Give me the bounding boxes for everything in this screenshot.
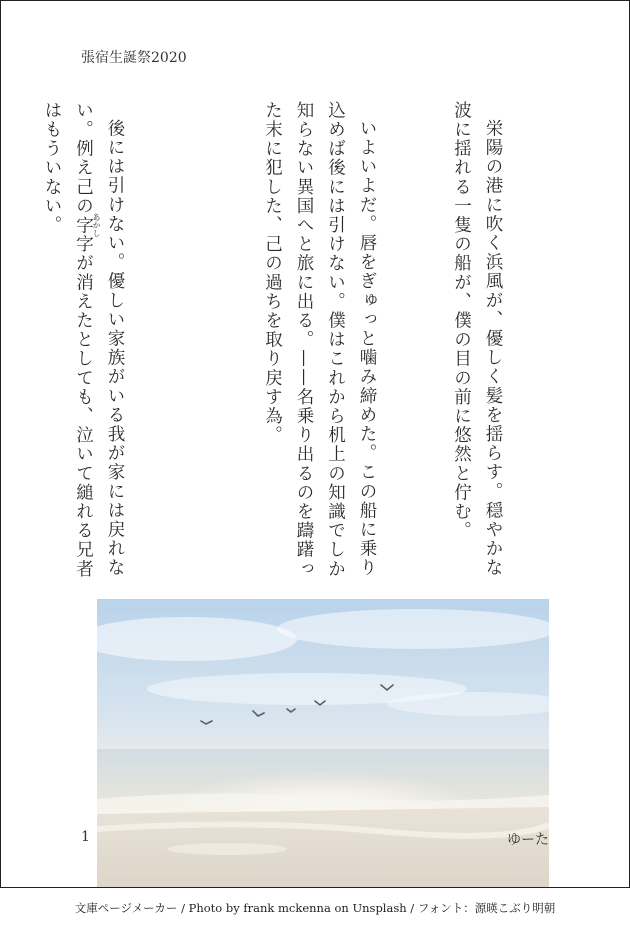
beach-seascape-photo [97, 599, 549, 888]
paragraph-3 [36, 101, 131, 581]
vertical-body-text [0, 101, 571, 581]
page-number: 1 [81, 829, 90, 845]
paragraph-3-lead: 後には引けない。優しい家族がいる我が家には戻れない。例え己の [73, 101, 125, 577]
page-title: 張宿生誕祭2020 [81, 50, 187, 66]
ruby-reading: あかし [92, 213, 101, 238]
ruby-base: 字 [73, 213, 94, 238]
paragraph-1: 栄陽の港に吹く浜風が、優しく髪を揺らす。穏やかな波に揺れる一隻の船が、僕の目の前に悠然と佇む。 [451, 101, 503, 577]
paragraph-3-rest: 字が消えたとしても、泣いて縋れる兄者はもういない。 [42, 101, 94, 579]
credits-footer: 文庫ページメーカー / Photo by frank mckenna on Unsplash / フォント：源暎こぶり明朝 [74, 901, 556, 915]
author-name: ゆーた [507, 832, 549, 848]
paragraph-2: いよいよだ。唇をぎゅっと噛み締めた。この船に乗り込めば後には引けない。僕はこれから机上の知識でしか知らない異国へと旅に出る。——名乗り出るのを躊躇った末に犯した、己の過ちを取り戻す為。 [262, 101, 377, 579]
ruby-akashi [73, 213, 101, 238]
